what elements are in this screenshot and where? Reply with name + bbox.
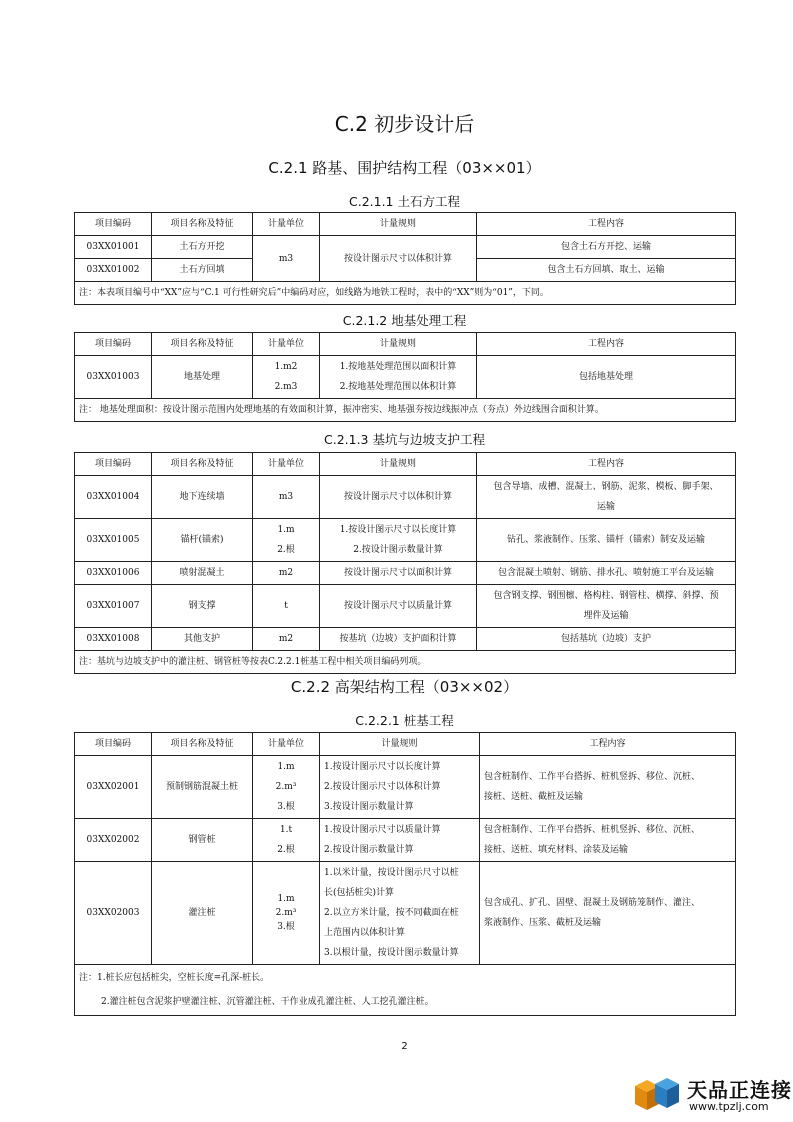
header-code: 项目编码	[75, 333, 152, 356]
page-number: 2	[401, 1041, 408, 1052]
cube-logo-icon	[633, 1076, 681, 1116]
table-note: 注： 地基处理面积：按设计图示范围内处理地基的有效面积计算，振冲密实、地基强夯按边线振冲点（夯点）外边线围合面积计算。	[75, 399, 736, 422]
header-code: 项目编码	[75, 733, 152, 756]
header-name: 项目名称及特征	[152, 333, 253, 356]
cell-unit: m3	[253, 236, 320, 282]
header-content: 工程内容	[477, 333, 736, 356]
table-title-c211: C.2.1.1 土石方工程	[349, 194, 460, 209]
cell-code: 03XX02003	[75, 862, 152, 965]
cell-rule: 按基坑（边坡）支护面积计算	[320, 628, 477, 651]
header-content: 工程内容	[480, 733, 736, 756]
header-name: 项目名称及特征	[152, 453, 253, 476]
table-piles	[74, 732, 736, 1016]
cell-rule: 1.按设计图示尺寸以长度计算 2.按设计图示数量计算	[320, 519, 477, 562]
cell-unit: m2	[253, 562, 320, 585]
cell-rule: 1.按设计图示尺寸以长度计算 2.按设计图示尺寸以体积计算 3.按设计图示数量计算	[320, 756, 480, 819]
header-name: 项目名称及特征	[152, 733, 253, 756]
cell-name: 钢管桩	[152, 819, 253, 862]
section-title-c22: C.2.2 高架结构工程（03××02）	[290, 678, 519, 696]
table-row	[75, 628, 736, 651]
cell-name: 锚杆(锚索)	[152, 519, 253, 562]
cell-content: 包含导墙、成槽、混凝土、钢筋、泥浆、模板、脚手架、 运输	[477, 476, 736, 519]
cell-unit: t	[253, 585, 320, 628]
cell-rule: 按设计图示尺寸以面积计算	[320, 562, 477, 585]
header-name: 项目名称及特征	[152, 213, 253, 236]
table-row	[75, 356, 736, 399]
table-earthwork	[74, 212, 736, 305]
cell-rule: 按设计图示尺寸以体积计算	[320, 236, 477, 282]
cell-unit: 1.m 2.m³ 3.根	[253, 756, 320, 819]
cell-code: 03XX02001	[75, 756, 152, 819]
cell-name: 地基处理	[152, 356, 253, 399]
table-title-c212: C.2.1.2 地基处理工程	[342, 313, 467, 328]
table-row	[75, 862, 736, 965]
cell-code: 03XX01002	[75, 259, 152, 282]
cell-name: 灌注桩	[152, 862, 253, 965]
cell-code: 03XX01003	[75, 356, 152, 399]
table-row	[75, 476, 736, 519]
cell-rule: 按设计图示尺寸以体积计算	[320, 476, 477, 519]
table-note: 注：本表项目编号中“XX”应与“C.1 可行性研究后”中编码对应，如线路为地铁工程时，表中的“XX”则为“01”，下同。	[75, 282, 736, 305]
header-rule: 计量规则	[320, 733, 480, 756]
table-row	[75, 236, 736, 259]
header-unit: 计量单位	[253, 453, 320, 476]
cell-unit: m2	[253, 628, 320, 651]
cell-content: 包括地基处理	[477, 356, 736, 399]
header-unit: 计量单位	[253, 733, 320, 756]
cell-unit: 1.t 2.根	[253, 819, 320, 862]
table-title-c221: C.2.2.1 桩基工程	[355, 713, 454, 728]
cell-content: 包含土石方开挖、运输	[477, 236, 736, 259]
cell-rule: 按设计图示尺寸以质量计算	[320, 585, 477, 628]
table-row	[75, 756, 736, 819]
header-content: 工程内容	[477, 453, 736, 476]
logo-url: www.tpzlj.com	[689, 1100, 769, 1113]
cell-name: 喷射混凝土	[152, 562, 253, 585]
table-title-c213: C.2.1.3 基坑与边坡支护工程	[324, 432, 485, 447]
cell-name: 钢支撑	[152, 585, 253, 628]
cell-content: 包含混凝土喷射、钢筋、排水孔、喷射施工平台及运输	[477, 562, 736, 585]
cell-content: 包含钢支撑、钢围檩、格构柱、钢管柱、横撑、斜撑、预 埋件及运输	[477, 585, 736, 628]
table-row	[75, 519, 736, 562]
cell-unit: m3	[253, 476, 320, 519]
cell-code: 03XX01008	[75, 628, 152, 651]
cell-unit: 1.m 2.根	[253, 519, 320, 562]
table-row	[75, 562, 736, 585]
header-rule: 计量规则	[320, 213, 477, 236]
table-note: 注：1.桩长应包括桩尖，空桩长度=孔深-桩长。 2.灌注桩包含泥浆护壁灌注桩、沉管灌注桩、干作业成孔灌注桩、人工挖孔灌注桩。	[75, 965, 736, 1016]
logo-name: 天品正连接	[687, 1078, 792, 1102]
cell-code: 03XX01004	[75, 476, 152, 519]
header-rule: 计量规则	[320, 333, 477, 356]
watermark-logo	[633, 1074, 793, 1118]
cell-name: 地下连续墙	[152, 476, 253, 519]
section-title-c21: C.2.1 路基、围护结构工程（03××01）	[268, 159, 541, 177]
cell-code: 03XX01007	[75, 585, 152, 628]
table-note: 注：基坑与边坡支护中的灌注桩、钢管桩等按表C.2.2.1桩基工程中相关项目编码列项。	[75, 651, 736, 674]
cell-unit: 1.m 2.m³ 3.根	[253, 862, 320, 965]
cell-code: 03XX01005	[75, 519, 152, 562]
cell-content: 钻孔、浆液制作、压浆、锚杆（锚索）制安及运输	[477, 519, 736, 562]
cell-content: 包含桩制作、工作平台搭拆、桩机竖拆、移位、沉桩、 接桩、送桩、截桩及运输	[480, 756, 736, 819]
header-code: 项目编码	[75, 453, 152, 476]
header-code: 项目编码	[75, 213, 152, 236]
cell-code: 03XX02002	[75, 819, 152, 862]
cell-code: 03XX01006	[75, 562, 152, 585]
cell-name: 预制钢筋混凝土桩	[152, 756, 253, 819]
cell-content: 包含成孔、扩孔、固壁、混凝土及钢筋笼制作、灌注、 浆液制作、压浆、截桩及运输	[480, 862, 736, 965]
table-support	[74, 452, 736, 674]
header-unit: 计量单位	[253, 213, 320, 236]
section-title-c2: C.2 初步设计后	[334, 112, 475, 136]
table-foundation	[74, 332, 736, 422]
table-row	[75, 819, 736, 862]
cell-content: 包含桩制作、工作平台搭拆、桩机竖拆、移位、沉桩、 接桩、送桩、填充材料、涂装及运输	[480, 819, 736, 862]
cell-rule: 1.以米计量，按设计图示尺寸以桩 长(包括桩尖)计算 2.以立方米计量，按不同截面在桩 上范围内以体积计算 3.以根计量，按设计图示数量计算	[320, 862, 480, 965]
cell-name: 土石方开挖	[152, 236, 253, 259]
cell-unit: 1.m2 2.m3	[253, 356, 320, 399]
cell-name: 土石方回填	[152, 259, 253, 282]
header-rule: 计量规则	[320, 453, 477, 476]
table-row	[75, 585, 736, 628]
cell-rule: 1.按地基处理范围以面积计算 2.按地基处理范围以体积计算	[320, 356, 477, 399]
header-unit: 计量单位	[253, 333, 320, 356]
cell-code: 03XX01001	[75, 236, 152, 259]
cell-content: 包含土石方回填、取土、运输	[477, 259, 736, 282]
cell-rule: 1.按设计图示尺寸以质量计算 2.按设计图示数量计算	[320, 819, 480, 862]
cell-name: 其他支护	[152, 628, 253, 651]
header-content: 工程内容	[477, 213, 736, 236]
cell-content: 包括基坑（边坡）支护	[477, 628, 736, 651]
